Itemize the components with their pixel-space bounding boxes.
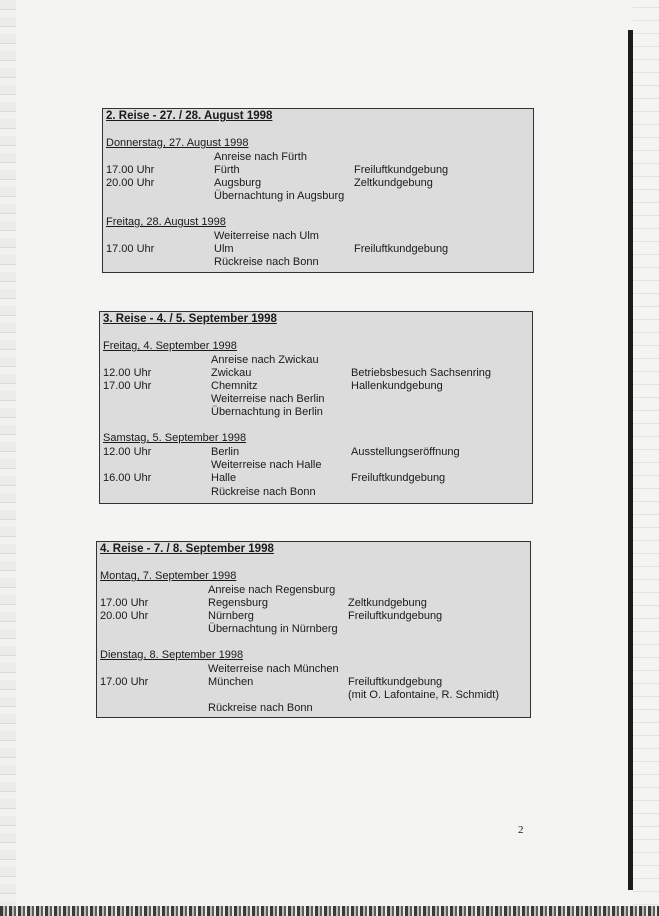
place-cell: Anreise nach Fürth bbox=[214, 151, 307, 163]
schedule-row bbox=[100, 367, 532, 380]
scan-bottom-edge bbox=[0, 906, 659, 916]
trip-title: 3. Reise - 4. / 5. September 1998 bbox=[103, 313, 277, 325]
scan-right-edge bbox=[628, 30, 633, 890]
time-cell: 17.00 Uhr bbox=[100, 597, 149, 609]
trip-title: 4. Reise - 7. / 8. September 1998 bbox=[100, 543, 274, 555]
time-cell: 12.00 Uhr bbox=[103, 367, 152, 379]
schedule-row bbox=[100, 406, 532, 419]
event-cell: Freiluftkundgebung bbox=[348, 610, 443, 622]
schedule-row bbox=[103, 177, 533, 190]
place-cell: München bbox=[208, 676, 254, 688]
event-cell: Betriebsbesuch Sachsenring bbox=[351, 367, 492, 379]
trip-box bbox=[102, 108, 534, 273]
schedule-row bbox=[97, 689, 530, 702]
scan-right-margin bbox=[633, 0, 659, 916]
place-cell: Übernachtung in Augsburg bbox=[214, 190, 345, 202]
day-heading: Freitag, 4. September 1998 bbox=[103, 340, 237, 352]
place-cell: Berlin bbox=[211, 446, 240, 458]
place-cell: Rückreise nach Bonn bbox=[208, 702, 313, 714]
scan-left-edge bbox=[0, 0, 16, 916]
schedule-row bbox=[97, 597, 530, 610]
day-heading: Montag, 7. September 1998 bbox=[100, 570, 237, 582]
place-cell: Rückreise nach Bonn bbox=[211, 486, 316, 498]
place-cell: Übernachtung in Berlin bbox=[211, 406, 323, 418]
place-cell: Übernachtung in Nürnberg bbox=[208, 623, 338, 635]
place-cell: Chemnitz bbox=[211, 380, 258, 392]
place-cell: Weiterreise nach München bbox=[208, 663, 339, 675]
trip-box bbox=[99, 311, 533, 504]
schedule-row bbox=[100, 486, 532, 499]
event-cell: Freiluftkundgebung bbox=[354, 243, 449, 255]
schedule-row bbox=[103, 256, 533, 269]
place-cell: Regensburg bbox=[208, 597, 268, 609]
place-cell: Nürnberg bbox=[208, 610, 254, 622]
schedule-row bbox=[100, 393, 532, 406]
schedule-row bbox=[100, 446, 532, 459]
trip-title: 2. Reise - 27. / 28. August 1998 bbox=[106, 110, 273, 122]
time-cell: 20.00 Uhr bbox=[106, 177, 155, 189]
time-cell: 16.00 Uhr bbox=[103, 472, 152, 484]
event-cell: Zeltkundgebung bbox=[348, 597, 427, 609]
time-cell: 12.00 Uhr bbox=[103, 446, 152, 458]
place-cell: Ulm bbox=[214, 243, 234, 255]
place-cell: Anreise nach Regensburg bbox=[208, 584, 336, 596]
schedule-row bbox=[103, 243, 533, 256]
place-cell: Halle bbox=[211, 472, 237, 484]
schedule-row bbox=[97, 676, 530, 689]
place-cell: Rückreise nach Bonn bbox=[214, 256, 319, 268]
schedule-row bbox=[100, 459, 532, 472]
place-cell: Weiterreise nach Berlin bbox=[211, 393, 325, 405]
schedule-row bbox=[97, 623, 530, 636]
schedule-row bbox=[100, 354, 532, 367]
event-cell: Hallenkundgebung bbox=[351, 380, 443, 392]
schedule-row bbox=[103, 190, 533, 203]
event-cell: Freiluftkundgebung bbox=[354, 164, 449, 176]
event-cell: (mit O. Lafontaine, R. Schmidt) bbox=[348, 689, 499, 701]
place-cell: Weiterreise nach Halle bbox=[211, 459, 322, 471]
place-cell: Weiterreise nach Ulm bbox=[214, 230, 319, 242]
time-cell: 17.00 Uhr bbox=[103, 380, 152, 392]
time-cell: 17.00 Uhr bbox=[100, 676, 149, 688]
schedule-row bbox=[97, 702, 530, 715]
schedule-row bbox=[103, 230, 533, 243]
event-cell: Freiluftkundgebung bbox=[348, 676, 443, 688]
schedule-row bbox=[97, 610, 530, 623]
time-cell: 17.00 Uhr bbox=[106, 243, 155, 255]
event-cell: Zeltkundgebung bbox=[354, 177, 433, 189]
time-cell: 17.00 Uhr bbox=[106, 164, 155, 176]
event-cell: Ausstellungseröffnung bbox=[351, 446, 460, 458]
schedule-row bbox=[97, 663, 530, 676]
place-cell: Augsburg bbox=[214, 177, 262, 189]
place-cell: Fürth bbox=[214, 164, 240, 176]
day-heading: Donnerstag, 27. August 1998 bbox=[106, 137, 249, 149]
schedule-row bbox=[100, 380, 532, 393]
trip-box bbox=[96, 541, 531, 718]
schedule-row bbox=[103, 151, 533, 164]
time-cell: 20.00 Uhr bbox=[100, 610, 149, 622]
schedule-row bbox=[100, 472, 532, 485]
day-heading: Samstag, 5. September 1998 bbox=[103, 432, 247, 444]
place-cell: Zwickau bbox=[211, 367, 252, 379]
day-heading: Freitag, 28. August 1998 bbox=[106, 216, 226, 228]
schedule-row bbox=[103, 164, 533, 177]
event-cell: Freiluftkundgebung bbox=[351, 472, 446, 484]
schedule-row bbox=[97, 584, 530, 597]
day-heading: Dienstag, 8. September 1998 bbox=[100, 649, 244, 661]
page-number: 2 bbox=[518, 824, 524, 836]
place-cell: Anreise nach Zwickau bbox=[211, 354, 319, 366]
